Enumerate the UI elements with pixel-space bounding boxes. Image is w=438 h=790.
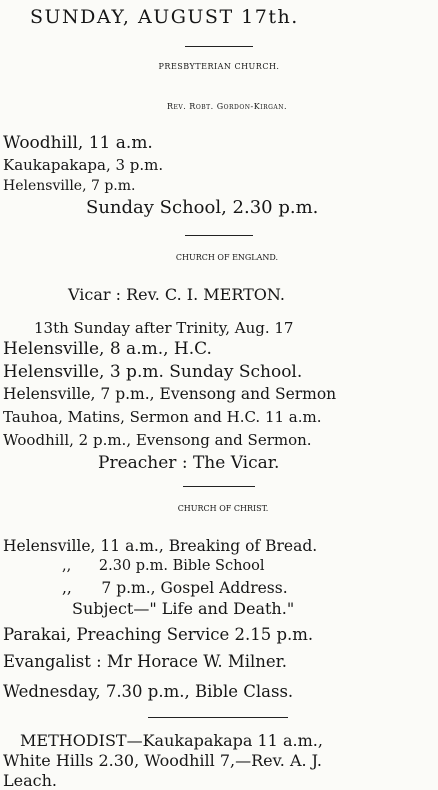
evangelist-line: Evangalist : Mr Horace W. Milner. <box>3 652 287 671</box>
divider <box>185 46 253 47</box>
methodist-line: White Hills 2.30, Woodhill 7,—Rev. A. J. <box>3 751 322 770</box>
service-line: ,, 2.30 p.m. Bible School <box>62 558 265 574</box>
methodist-line: Leach. <box>3 771 57 790</box>
service-line: Woodhill, 2 p.m., Evensong and Sermon. <box>3 431 312 449</box>
anglican-occasion: 13th Sunday after Trinity, Aug. 17 <box>34 319 294 337</box>
christ-title: CHURCH OF CHRIST. <box>177 504 269 513</box>
sunday-school-line: Sunday School, 2.30 p.m. <box>86 197 319 218</box>
presbyterian-minister: Rev. Robt. Gordon-Kirgan. <box>166 102 288 111</box>
service-line: Helensville, 7 p.m. <box>3 178 136 194</box>
service-line: Woodhill, 11 a.m. <box>3 133 153 153</box>
service-line: Helensville, 8 a.m., H.C. <box>3 339 212 359</box>
service-line: Kaukapakapa, 3 p.m. <box>3 156 164 174</box>
anglican-vicar: Vicar : Rev. C. I. MERTON. <box>68 285 285 304</box>
service-line: Helensville, 11 a.m., Breaking of Bread. <box>3 537 318 555</box>
service-line: Helensville, 3 p.m. Sunday School. <box>3 362 303 382</box>
service-line: Tauhoa, Matins, Sermon and H.C. 11 a.m. <box>3 408 322 426</box>
service-line: ,, 7 p.m., Gospel Address. <box>62 579 288 597</box>
wednesday-line: Wednesday, 7.30 p.m., Bible Class. <box>3 682 294 701</box>
christ-subject: Subject—" Life and Death." <box>72 599 295 618</box>
presbyterian-title: PRESBYTERIAN CHURCH. <box>158 62 280 71</box>
parakai-line: Parakai, Preaching Service 2.15 p.m. <box>3 625 314 644</box>
divider <box>185 235 253 236</box>
methodist-line: METHODIST—Kaukapakapa 11 a.m., <box>20 731 323 750</box>
anglican-title: CHURCH OF ENGLAND. <box>175 253 279 262</box>
divider <box>183 486 255 487</box>
date-heading: SUNDAY, AUGUST 17th. <box>30 6 299 28</box>
anglican-preacher: Preacher : The Vicar. <box>98 453 280 473</box>
service-line: Helensville, 7 p.m., Evensong and Sermon <box>3 385 337 403</box>
divider <box>148 717 288 718</box>
